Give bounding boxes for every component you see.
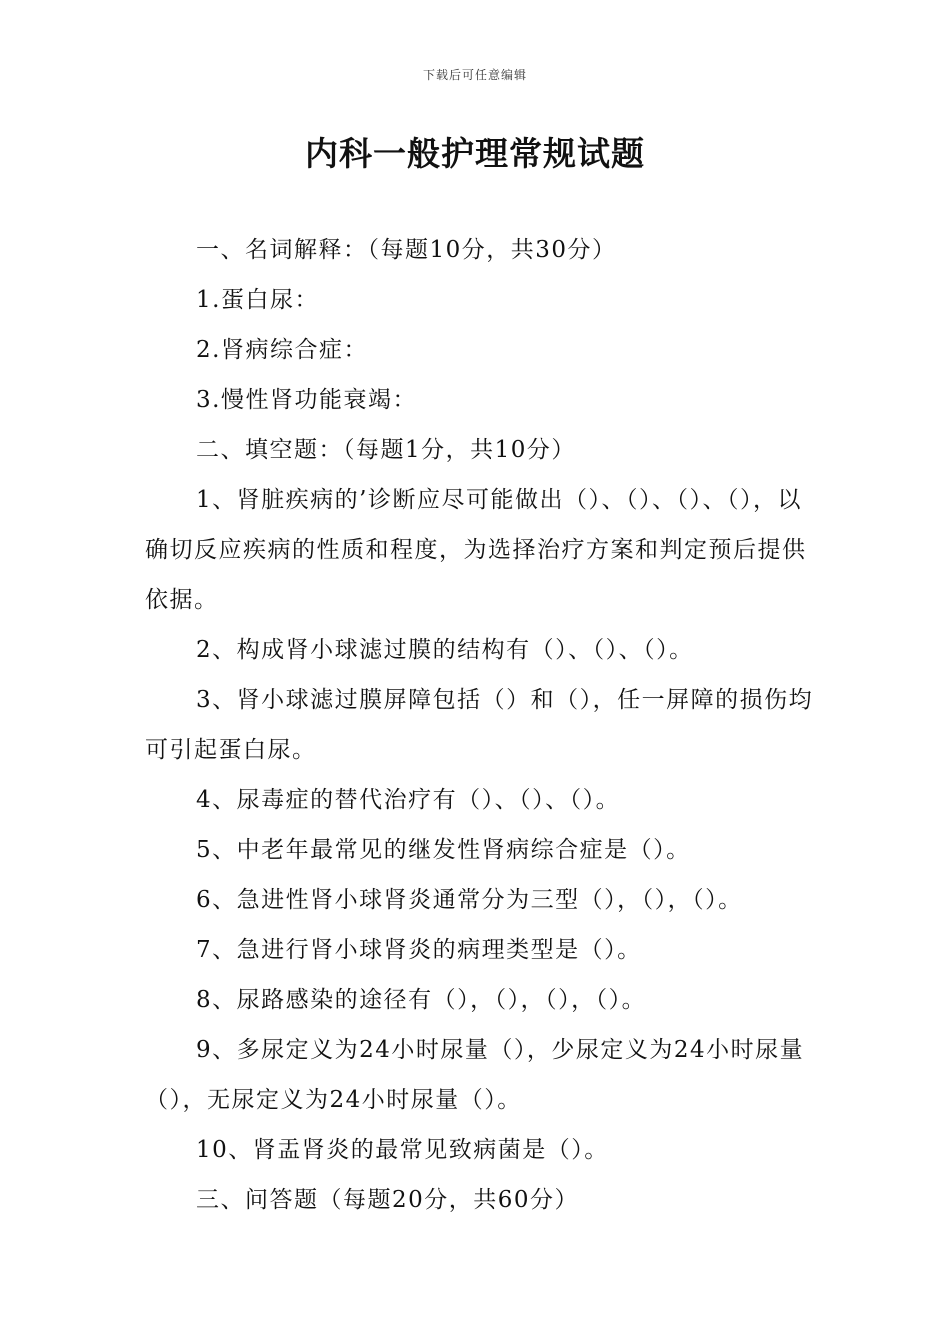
question-item: 1、肾脏疾病的’诊断应尽可能做出（）、（）、（）、（），以确切反应疾病的性质和程度，为选择治疗方案和判定预后提供依据。 [145, 487, 807, 613]
question-item: 8、尿路感染的途径有（），（），（），（）。 [196, 987, 647, 1013]
question-item: 2.肾病综合症： [196, 337, 368, 363]
header-note: 下载后可任意编辑 [422, 68, 527, 82]
page-title: 内科一般护理常规试题 [305, 134, 645, 173]
question-item: 1.蛋白尿： [196, 287, 319, 313]
question-item: 6、急进性肾小球肾炎通常分为三型（），（），（）。 [196, 887, 743, 913]
document-body [145, 225, 825, 1225]
section-heading-essay: 三、问答题（每题20分，共60分） [196, 1187, 580, 1213]
section-heading-fill-in: 二、填空题：（每题1分，共10分） [196, 437, 576, 463]
question-item: 7、急进行肾小球肾炎的病理类型是（）。 [196, 937, 642, 963]
question-item: 5、中老年最常见的继发性肾病综合症是（）。 [196, 837, 691, 863]
question-item: 10、肾盂肾炎的最常见致病菌是（）。 [196, 1137, 609, 1163]
question-item: 4、尿毒症的替代治疗有（）、（）、（）。 [196, 787, 621, 813]
question-item: 3.慢性肾功能衰竭： [196, 387, 417, 413]
question-item: 2、构成肾小球滤过膜的结构有（）、（）、（）。 [196, 637, 694, 663]
section-heading-definitions: 一、名词解释：（每题10分，共30分） [196, 237, 617, 263]
question-item: 3、肾小球滤过膜屏障包括（）和（），任一屏障的损伤均可引起蛋白尿。 [145, 687, 814, 763]
question-item: 9、多尿定义为24小时尿量（），少尿定义为24小时尿量（），无尿定义为24小时尿量（）。 [145, 1037, 805, 1113]
